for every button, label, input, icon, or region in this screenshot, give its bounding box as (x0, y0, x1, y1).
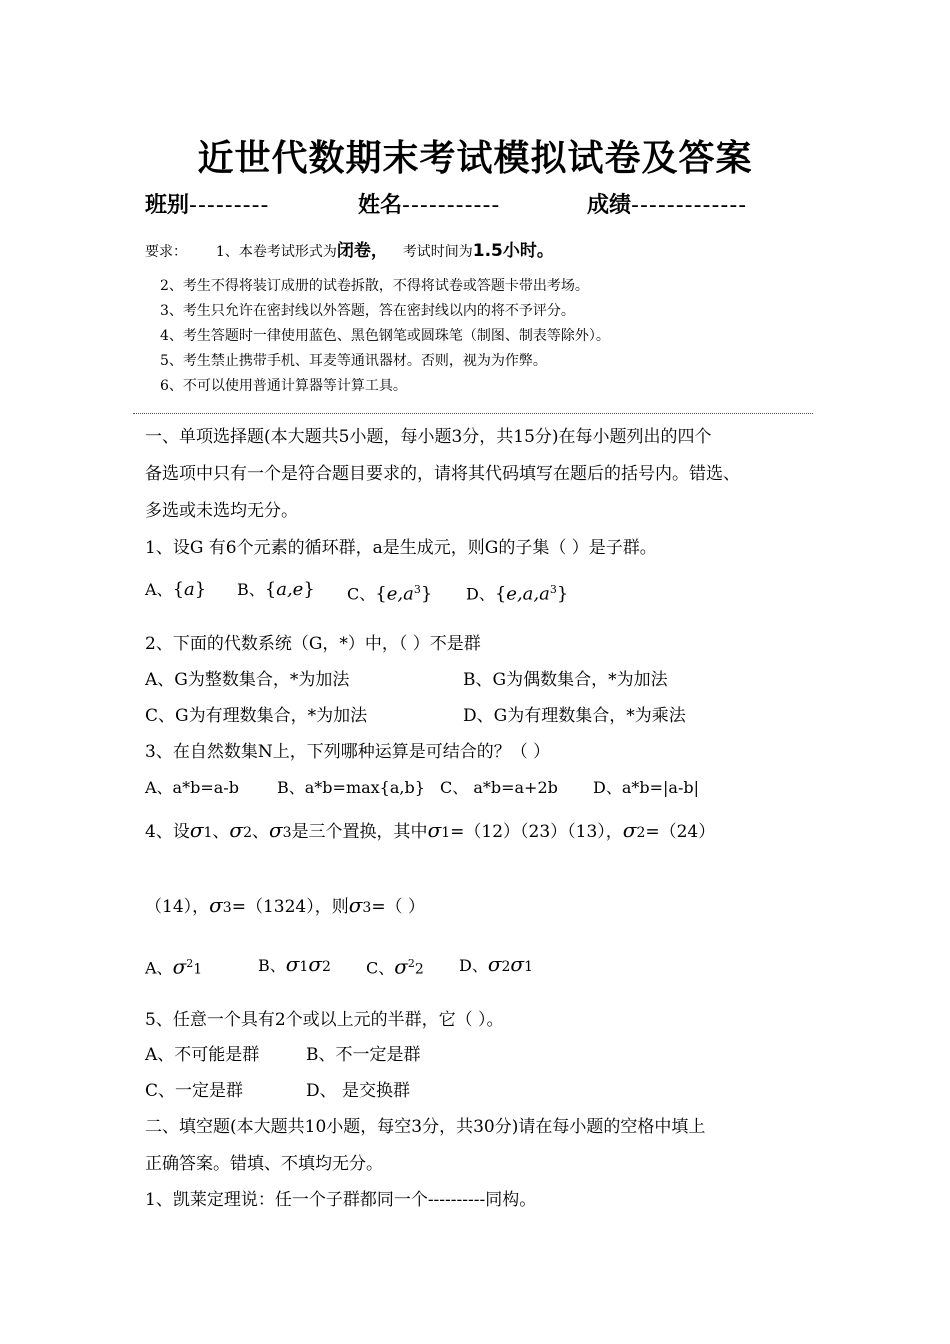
option-label: A、 (145, 580, 173, 599)
separator: 、 (212, 822, 230, 842)
req1-bold-closed: 闭卷， (336, 241, 388, 261)
option-label: C、 (366, 958, 395, 978)
q4-option-a (145, 952, 202, 981)
sigma-symbol: σ (189, 818, 204, 842)
q4-stem-line2 (145, 893, 425, 920)
q1-stem: 1、设G 有6个元素的循环群，a是生成元，则G的子集（ ）是子群。 (145, 538, 657, 558)
option-label: D、 (466, 584, 495, 604)
subscript: 2 (414, 961, 424, 978)
q1-option-b: B、{a,e} (237, 579, 315, 600)
subscript: 1 (299, 959, 309, 975)
sigma-symbol: σ (622, 818, 637, 842)
name-label: 姓名 (358, 193, 403, 218)
section1-intro-line: 一、单项选择题(本大题共5小题，每小题3分，共15分)在每小题列出的四个 (145, 427, 712, 447)
q3-option-a: A、a*b=a-b (145, 778, 239, 797)
option-label: A、 (145, 958, 173, 978)
subscript: 3 (222, 900, 232, 916)
subscript: 3 (362, 900, 372, 916)
sigma-symbol: σ (285, 952, 300, 976)
requirements-label: 要求： (145, 244, 187, 260)
subscript: 1 (524, 959, 533, 975)
q5-option-b: B、不一定是群 (306, 1045, 421, 1065)
requirement-1 (145, 241, 554, 262)
req1-mid: 考试时间为 (402, 244, 473, 260)
subscript: 2 (501, 959, 511, 975)
option-value: e,a,a (506, 583, 550, 605)
option-value: a (184, 579, 195, 600)
q3-stem: 3、在自然数集N上，下列哪种运算是可结合的？（ ） (145, 742, 551, 762)
sigma-symbol: σ (348, 893, 363, 917)
q1-option-d: D、$\{e,a,a^3\}$ (466, 583, 569, 605)
page-title: 近世代数期末考试模拟试卷及答案 (197, 138, 753, 179)
sigma-symbol: σ (427, 818, 442, 842)
exponent: 3 (413, 583, 421, 596)
exponent: 2 (407, 957, 415, 970)
subscript: 2 (636, 825, 646, 841)
option-label: B、 (237, 580, 265, 599)
q2-option-c: C、G为有理数集合，*为加法 (145, 706, 368, 726)
sigma3-definition: =（1324），则 (231, 897, 349, 917)
score-field (587, 188, 747, 219)
section2-intro-line: 正确答案。错填、不填均无分。 (145, 1154, 383, 1174)
q4-question: =（ ） (371, 897, 425, 917)
score-label: 成绩 (587, 193, 632, 218)
subscript: 1 (193, 961, 203, 978)
sigma-symbol: σ (487, 952, 502, 976)
q2-option-b: B、G为偶数集合，*为加法 (463, 670, 668, 690)
option-label: C、 (347, 584, 376, 604)
name-field (358, 188, 500, 219)
section2-intro-line: 二、填空题(本大题共10小题，每空3分，共30分)请在每小题的空格中填上 (145, 1117, 706, 1137)
q2-option-d: D、G为有理数集合，*为乘法 (463, 706, 686, 726)
q5-option-a: A、不可能是群 (145, 1045, 260, 1065)
separator: 、 (251, 822, 269, 842)
requirement-item: 5、考生禁止携带手机、耳麦等通讯器材。否则，视为为作弊。 (160, 353, 547, 369)
section1-intro-line: 多选或未选均无分。 (145, 501, 298, 521)
q4-mid: 是三个置换，其中 (291, 822, 428, 842)
requirement-item: 4、考生答题时一律使用蓝色、黑色钢笔或圆珠笔（制图、制表等除外）。 (160, 328, 610, 344)
q3-option-b: B、a*b=max{a,b} (277, 778, 425, 797)
q5-option-c: C、一定是群 (145, 1081, 244, 1101)
q3-option-c: C、 a*b=a+2b (440, 778, 558, 797)
sigma-symbol: σ (209, 893, 223, 917)
q1-option-a: A、{a} (145, 579, 207, 600)
sigma-symbol: σ (268, 818, 283, 842)
q3-option-d: D、a*b=|a-b| (593, 778, 699, 797)
section1-intro-line: 备选项中只有一个是符合题目要求的，请将其代码填写在题后的括号内。错选、 (145, 464, 740, 484)
subscript: 2 (322, 959, 331, 975)
q4-option-c (366, 952, 424, 981)
sigma-symbol: σ (172, 954, 187, 979)
q4-stem-line1 (145, 818, 715, 845)
class-field (145, 188, 269, 219)
q5-option-d: D、 是交换群 (306, 1081, 411, 1101)
section2-q1: 1、凯莱定理说：任一个子群都同一个----------同构。 (145, 1190, 537, 1210)
q2-stem: 2、下面的代数系统（G，*）中，（ ）不是群 (145, 634, 481, 654)
option-label: B、 (258, 956, 286, 975)
dotted-divider (133, 413, 813, 414)
option-value: a,e (276, 579, 304, 600)
name-blank: ----------- (402, 193, 501, 218)
sigma-symbol: σ (308, 952, 322, 976)
q2-option-a: A、G为整数集合，*为加法 (145, 670, 350, 690)
score-blank: ------------- (631, 193, 748, 218)
sigma-symbol: σ (229, 818, 244, 842)
req1-bold-time: 1.5小时。 (472, 241, 554, 261)
sigma2-definition-cont: （14）， (145, 897, 210, 917)
subscript: 1 (441, 825, 451, 841)
requirement-item: 3、考生只允许在密封线以外答题，答在密封线以内的将不予评分。 (160, 303, 575, 319)
subscript: 2 (243, 825, 252, 841)
requirement-item: 2、考生不得将装订成册的试卷拆散，不得将试卷或答题卡带出考场。 (160, 278, 589, 294)
sigma-symbol: σ (510, 952, 525, 976)
class-blank: --------- (189, 193, 270, 218)
sigma1-definition: =（12）（23）（13）， (450, 822, 623, 842)
q5-stem: 5、任意一个具有2个或以上元的半群，它（ ）。 (145, 1010, 504, 1030)
option-value: e,a (386, 583, 414, 605)
sigma-symbol: σ (394, 954, 408, 979)
q1-option-c: C、$\{e,a^3\}$ (347, 583, 433, 605)
exponent: 2 (186, 957, 194, 970)
exponent: 3 (549, 583, 557, 596)
q4-option-d (459, 952, 533, 979)
class-label: 班别 (145, 193, 190, 218)
requirement-item: 6、不可以使用普通计算器等计算工具。 (160, 378, 407, 394)
q4-option-b (258, 952, 331, 979)
option-label: D、 (459, 956, 488, 975)
req1-text: 1、本卷考试形式为 (215, 244, 337, 260)
subscript: 3 (282, 825, 292, 841)
q4-prefix: 4、设 (145, 822, 190, 842)
sigma2-definition: =（24） (645, 822, 716, 842)
subscript: 1 (203, 825, 213, 841)
